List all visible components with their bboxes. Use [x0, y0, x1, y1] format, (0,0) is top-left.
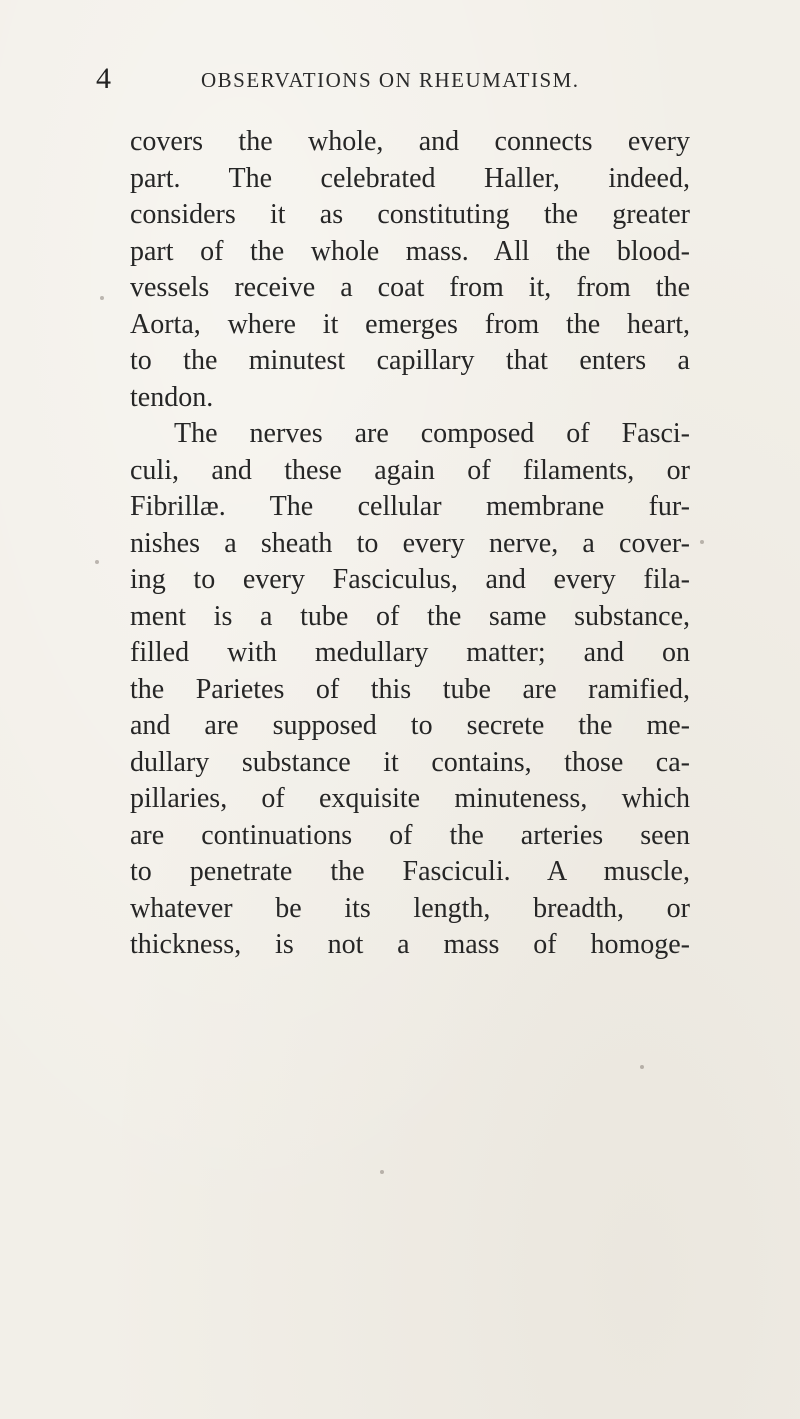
text-line: Aorta, where it emerges from the heart, [130, 308, 690, 340]
text-line: whatever be its length, breadth, or [130, 892, 690, 924]
paper-speck [700, 540, 704, 544]
text-line: considers it as constituting the greater [130, 199, 690, 230]
text-line: ing to every Fasciculus, and every fila- [130, 564, 690, 595]
running-header [96, 62, 716, 102]
running-title: OBSERVATIONS ON RHEUMATISM. [201, 68, 580, 92]
text-line: pillaries, of exquisite minuteness, which [130, 783, 690, 814]
text-line: to the minutest capillary that enters a [130, 345, 690, 376]
paper-speck [95, 560, 99, 564]
text-line: covers the whole, and connects every [130, 126, 690, 157]
text-line: part of the whole mass. All the blood- [130, 235, 690, 267]
text-line: the Parietes of this tube are ramified, [130, 673, 690, 705]
text-line: filled with medullary matter; and on [130, 637, 690, 668]
paper-speck [640, 1065, 644, 1069]
page-number: 4 [96, 62, 111, 95]
text-line: nishes a sheath to every nerve, a cover- [130, 527, 690, 559]
text-line: to penetrate the Fasciculi. A muscle, [130, 856, 690, 887]
text-line: are continuations of the arteries seen [130, 819, 690, 851]
text-line: thickness, is not a mass of homoge- [130, 929, 690, 960]
text-line: and are supposed to secrete the me- [130, 710, 690, 741]
text-line: vessels receive a coat from it, from the [130, 272, 690, 303]
text-line: Fibrillæ. The cellular membrane fur- [130, 491, 690, 522]
text-line: tendon. [130, 381, 214, 413]
text-line: culi, and these again of filaments, or [130, 454, 690, 486]
paper-speck [380, 1170, 384, 1174]
text-line: part. The celebrated Haller, indeed, [130, 162, 690, 194]
text-line: dullary substance it contains, those ca- [130, 746, 690, 778]
text-line: The nerves are composed of Fasci- [174, 418, 690, 449]
paper-speck [100, 296, 104, 300]
text-line: ment is a tube of the same substance, [130, 600, 690, 632]
body-text [130, 124, 690, 964]
